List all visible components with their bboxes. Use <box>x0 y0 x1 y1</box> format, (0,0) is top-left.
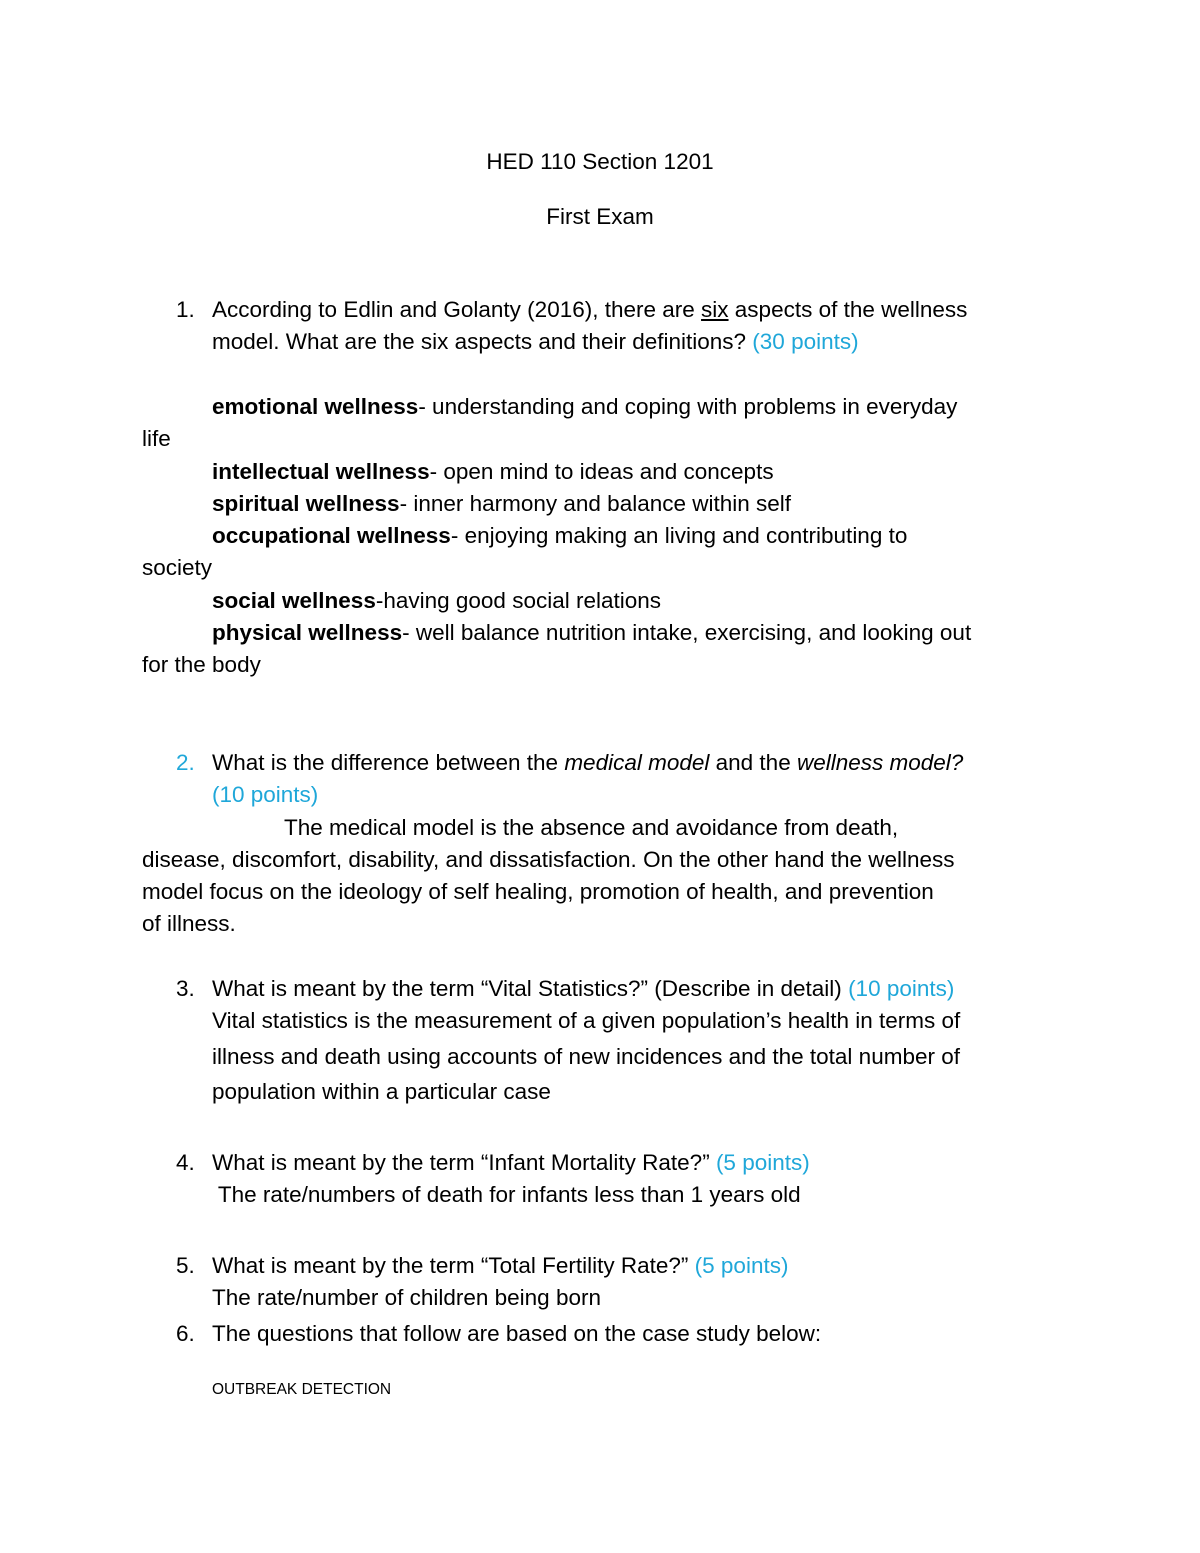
question-number: 6. <box>176 1321 195 1346</box>
answer-line-continued: for the body <box>142 652 261 677</box>
points-label: (5 points) <box>694 1253 789 1278</box>
answer-line: The medical model is the absence and avoidance from death, <box>284 815 899 840</box>
answer-line: intellectual wellness- open mind to ideas and concepts <box>212 459 774 484</box>
question-number: 3. <box>176 976 195 1001</box>
answer-line: occupational wellness- enjoying making an living and contributing to <box>212 523 908 548</box>
answer-line: The rate/numbers of death for infants less than 1 years old <box>212 1182 801 1207</box>
answer-line: illness and death using accounts of new incidences and the total number of <box>212 1044 960 1069</box>
question-text-continued: model. What are the six aspects and their definitions? (30 points) <box>212 329 859 354</box>
question-text: The questions that follow are based on the case study below: <box>212 1321 822 1346</box>
answer-line: model focus on the ideology of self healing, promotion of health, and prevention <box>142 879 934 904</box>
question-number: 4. <box>176 1150 195 1175</box>
answer-line: emotional wellness- understanding and coping with problems in everyday <box>212 394 958 419</box>
answer-line: population within a particular case <box>212 1079 551 1104</box>
answer-line: of illness. <box>142 911 236 936</box>
answer-line-continued: society <box>142 555 213 580</box>
question-text: According to Edlin and Golanty (2016), there are six aspects of the wellness <box>212 297 968 322</box>
question-number: 5. <box>176 1253 195 1278</box>
question-number: 1. <box>176 297 195 322</box>
question-number: 2. <box>176 750 195 775</box>
points-label: (10 points) <box>848 976 955 1001</box>
answer-line-continued: life <box>142 426 171 451</box>
points-label: (5 points) <box>715 1150 810 1175</box>
answer-line: Vital statistics is the measurement of a given population’s health in terms of <box>212 1008 961 1033</box>
case-study-heading: OUTBREAK DETECTION <box>212 1381 392 1398</box>
answer-line: spiritual wellness- inner harmony and balance within self <box>212 491 792 516</box>
question-text: What is the difference between the medical model and the wellness model? <box>212 750 964 775</box>
answer-line: social wellness-having good social relations <box>212 588 662 613</box>
question-text: What is meant by the term “Vital Statistics?” (Describe in detail) (10 points) <box>212 976 955 1001</box>
points-label: (30 points) <box>752 329 859 354</box>
answer-line: disease, discomfort, disability, and dissatisfaction. On the other hand the wellness <box>142 847 955 872</box>
answer-line: physical wellness- well balance nutrition intake, exercising, and looking out <box>212 620 972 645</box>
question-text: What is meant by the term “Total Fertility Rate?” (5 points) <box>212 1253 789 1278</box>
answer-line: The rate/number of children being born <box>212 1285 601 1310</box>
course-title: HED 110 Section 1201 <box>486 149 714 174</box>
exam-title: First Exam <box>546 204 654 229</box>
points-label: (10 points) <box>212 782 319 807</box>
question-text: What is meant by the term “Infant Mortality Rate?” (5 points) <box>212 1150 810 1175</box>
